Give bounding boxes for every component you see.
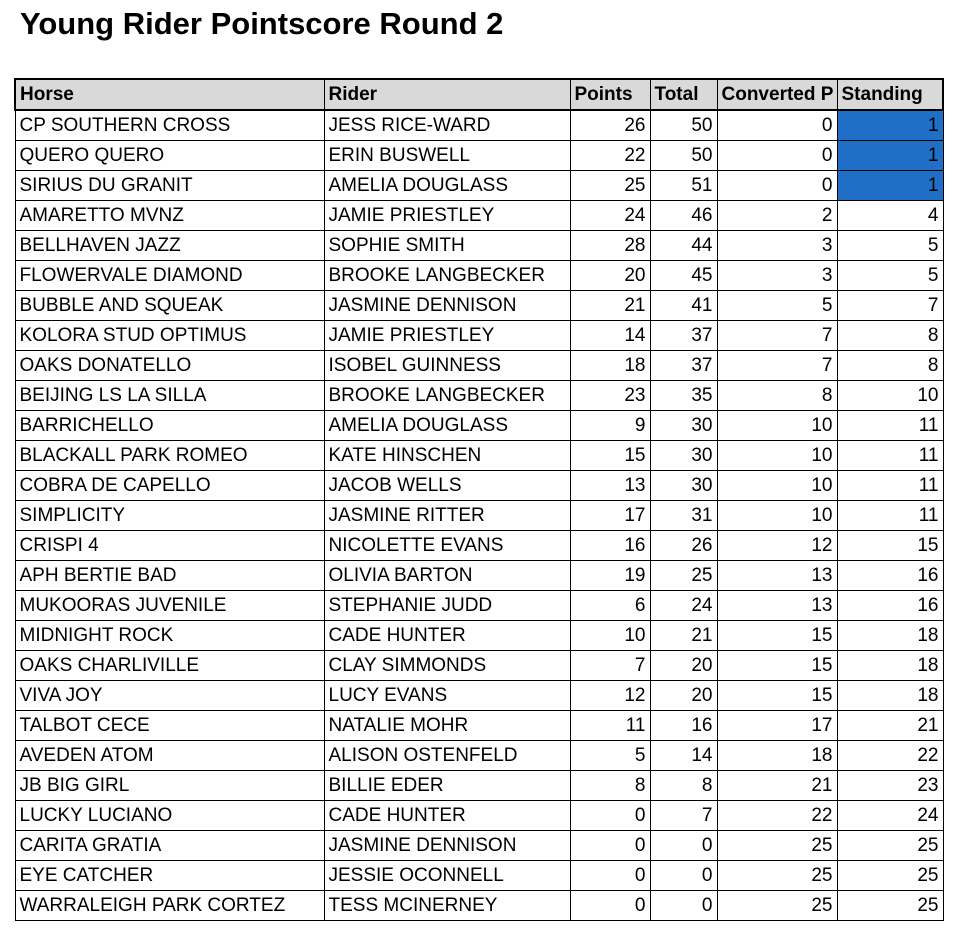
table-row <box>15 531 943 561</box>
horse-cell[interactable]: TALBOT CECE <box>15 711 324 741</box>
table-row <box>15 861 943 891</box>
points-cell[interactable]: 10 <box>570 621 650 651</box>
horse-cell[interactable]: AMARETTO MVNZ <box>15 201 324 231</box>
points-cell[interactable]: 7 <box>570 651 650 681</box>
table-row <box>15 351 943 381</box>
total-cell[interactable]: 14 <box>650 741 717 771</box>
table-row <box>15 141 943 171</box>
converted-cell[interactable]: 12 <box>717 531 837 561</box>
converted-cell[interactable]: 15 <box>717 621 837 651</box>
converted-cell[interactable]: 13 <box>717 591 837 621</box>
total-cell[interactable]: 0 <box>650 861 717 891</box>
standing-cell[interactable]: 25 <box>837 891 943 921</box>
horse-cell[interactable]: APH BERTIE BAD <box>15 561 324 591</box>
converted-cell[interactable]: 10 <box>717 501 837 531</box>
converted-cell[interactable]: 0 <box>717 171 837 201</box>
table-row <box>15 381 943 411</box>
standing-cell[interactable]: 25 <box>837 831 943 861</box>
table-row <box>15 261 943 291</box>
rider-cell[interactable]: JASMINE DENNISON <box>324 831 570 861</box>
table-row <box>15 771 943 801</box>
horse-cell[interactable]: MIDNIGHT ROCK <box>15 621 324 651</box>
points-cell[interactable]: 16 <box>570 531 650 561</box>
rider-cell[interactable]: AMELIA DOUGLASS <box>324 171 570 201</box>
standing-cell[interactable]: 25 <box>837 861 943 891</box>
points-cell[interactable]: 14 <box>570 321 650 351</box>
total-cell[interactable]: 7 <box>650 801 717 831</box>
table-row <box>15 171 943 201</box>
table-row <box>15 891 943 921</box>
horse-cell[interactable]: CARITA GRATIA <box>15 831 324 861</box>
rider-cell[interactable]: ISOBEL GUINNESS <box>324 351 570 381</box>
total-cell[interactable]: 37 <box>650 321 717 351</box>
standing-cell[interactable]: 1 <box>837 171 943 201</box>
horse-cell[interactable]: OAKS CHARLIVILLE <box>15 651 324 681</box>
horse-cell[interactable]: BLACKALL PARK ROMEO <box>15 441 324 471</box>
points-cell[interactable]: 0 <box>570 831 650 861</box>
total-cell[interactable]: 50 <box>650 141 717 171</box>
table-row <box>15 561 943 591</box>
header-row <box>15 79 943 110</box>
converted-cell[interactable]: 2 <box>717 201 837 231</box>
standing-cell[interactable]: 16 <box>837 561 943 591</box>
standing-cell[interactable]: 15 <box>837 531 943 561</box>
horse-cell[interactable]: BUBBLE AND SQUEAK <box>15 291 324 321</box>
table-row <box>15 741 943 771</box>
total-cell[interactable]: 20 <box>650 681 717 711</box>
total-cell[interactable]: 30 <box>650 471 717 501</box>
table-row <box>15 711 943 741</box>
total-cell[interactable]: 46 <box>650 201 717 231</box>
points-cell[interactable]: 21 <box>570 291 650 321</box>
total-cell[interactable]: 8 <box>650 771 717 801</box>
rider-cell[interactable]: AMELIA DOUGLASS <box>324 411 570 441</box>
points-cell[interactable]: 0 <box>570 861 650 891</box>
rider-cell[interactable]: BILLIE EDER <box>324 771 570 801</box>
total-cell[interactable]: 24 <box>650 591 717 621</box>
total-cell[interactable]: 35 <box>650 381 717 411</box>
standing-cell[interactable]: 22 <box>837 741 943 771</box>
table-body <box>15 110 943 921</box>
rider-cell[interactable]: BROOKE LANGBECKER <box>324 261 570 291</box>
horse-cell[interactable]: BEIJING LS LA SILLA <box>15 381 324 411</box>
column-header-horse[interactable]: Horse <box>15 79 324 110</box>
horse-cell[interactable]: BARRICHELLO <box>15 411 324 441</box>
rider-cell[interactable]: STEPHANIE JUDD <box>324 591 570 621</box>
converted-cell[interactable]: 22 <box>717 801 837 831</box>
total-cell[interactable]: 0 <box>650 891 717 921</box>
points-cell[interactable]: 15 <box>570 441 650 471</box>
converted-cell[interactable]: 21 <box>717 771 837 801</box>
total-cell[interactable]: 21 <box>650 621 717 651</box>
points-cell[interactable]: 11 <box>570 711 650 741</box>
rider-cell[interactable]: ERIN BUSWELL <box>324 141 570 171</box>
points-cell[interactable]: 24 <box>570 201 650 231</box>
total-cell[interactable]: 26 <box>650 531 717 561</box>
points-cell[interactable]: 26 <box>570 110 650 141</box>
rider-cell[interactable]: JACOB WELLS <box>324 471 570 501</box>
converted-cell[interactable]: 25 <box>717 891 837 921</box>
table-row <box>15 501 943 531</box>
points-cell[interactable]: 23 <box>570 381 650 411</box>
rider-cell[interactable]: LUCY EVANS <box>324 681 570 711</box>
points-cell[interactable]: 25 <box>570 171 650 201</box>
horse-cell[interactable]: FLOWERVALE DIAMOND <box>15 261 324 291</box>
converted-cell[interactable]: 15 <box>717 681 837 711</box>
standing-cell[interactable]: 11 <box>837 411 943 441</box>
column-header-total[interactable]: Total <box>650 79 717 110</box>
table-row <box>15 651 943 681</box>
total-cell[interactable]: 30 <box>650 411 717 441</box>
points-cell[interactable]: 0 <box>570 801 650 831</box>
standing-cell[interactable]: 8 <box>837 351 943 381</box>
converted-cell[interactable]: 5 <box>717 291 837 321</box>
horse-cell[interactable]: WARRALEIGH PARK CORTEZ <box>15 891 324 921</box>
horse-cell[interactable]: MUKOORAS JUVENILE <box>15 591 324 621</box>
total-cell[interactable]: 30 <box>650 441 717 471</box>
converted-cell[interactable]: 18 <box>717 741 837 771</box>
rider-cell[interactable]: KATE HINSCHEN <box>324 441 570 471</box>
points-cell[interactable]: 20 <box>570 261 650 291</box>
points-cell[interactable]: 19 <box>570 561 650 591</box>
points-cell[interactable]: 5 <box>570 741 650 771</box>
horse-cell[interactable]: SIRIUS DU GRANIT <box>15 171 324 201</box>
horse-cell[interactable]: AVEDEN ATOM <box>15 741 324 771</box>
converted-cell[interactable]: 13 <box>717 561 837 591</box>
table-row <box>15 291 943 321</box>
standing-cell[interactable]: 1 <box>837 141 943 171</box>
rider-cell[interactable]: JASMINE RITTER <box>324 501 570 531</box>
column-header-converted[interactable]: Converted P <box>717 79 837 110</box>
total-cell[interactable]: 25 <box>650 561 717 591</box>
converted-cell[interactable]: 3 <box>717 231 837 261</box>
table-row <box>15 471 943 501</box>
rider-cell[interactable]: SOPHIE SMITH <box>324 231 570 261</box>
converted-cell[interactable]: 25 <box>717 831 837 861</box>
rider-cell[interactable]: BROOKE LANGBECKER <box>324 381 570 411</box>
converted-cell[interactable]: 10 <box>717 411 837 441</box>
standing-cell[interactable]: 11 <box>837 441 943 471</box>
converted-cell[interactable]: 10 <box>717 471 837 501</box>
rider-cell[interactable]: JAMIE PRIESTLEY <box>324 321 570 351</box>
standing-cell[interactable]: 23 <box>837 771 943 801</box>
table-row <box>15 411 943 441</box>
standing-cell[interactable]: 18 <box>837 681 943 711</box>
horse-cell[interactable]: KOLORA STUD OPTIMUS <box>15 321 324 351</box>
page-title: Young Rider Pointscore Round 2 <box>20 6 504 41</box>
horse-cell[interactable]: CP SOUTHERN CROSS <box>15 110 324 141</box>
total-cell[interactable]: 20 <box>650 651 717 681</box>
standing-cell[interactable]: 1 <box>837 110 943 141</box>
points-cell[interactable]: 0 <box>570 891 650 921</box>
rider-cell[interactable]: ALISON OSTENFELD <box>324 741 570 771</box>
horse-cell[interactable]: BELLHAVEN JAZZ <box>15 231 324 261</box>
table-row <box>15 231 943 261</box>
standing-cell[interactable]: 7 <box>837 291 943 321</box>
column-header-rider[interactable]: Rider <box>324 79 570 110</box>
points-cell[interactable]: 18 <box>570 351 650 381</box>
points-cell[interactable]: 9 <box>570 411 650 441</box>
total-cell[interactable]: 45 <box>650 261 717 291</box>
horse-cell[interactable]: JB BIG GIRL <box>15 771 324 801</box>
total-cell[interactable]: 31 <box>650 501 717 531</box>
table-row <box>15 201 943 231</box>
horse-cell[interactable]: COBRA DE CAPELLO <box>15 471 324 501</box>
horse-cell[interactable]: LUCKY LUCIANO <box>15 801 324 831</box>
pointscore-table <box>14 78 944 921</box>
table-row <box>15 681 943 711</box>
standing-cell[interactable]: 24 <box>837 801 943 831</box>
converted-cell[interactable]: 8 <box>717 381 837 411</box>
total-cell[interactable]: 41 <box>650 291 717 321</box>
points-cell[interactable]: 12 <box>570 681 650 711</box>
table-row <box>15 110 943 141</box>
table-row <box>15 591 943 621</box>
rider-cell[interactable]: NATALIE MOHR <box>324 711 570 741</box>
table-row <box>15 831 943 861</box>
converted-cell[interactable]: 7 <box>717 321 837 351</box>
horse-cell[interactable]: EYE CATCHER <box>15 861 324 891</box>
points-cell[interactable]: 6 <box>570 591 650 621</box>
horse-cell[interactable]: SIMPLICITY <box>15 501 324 531</box>
standing-cell[interactable]: 16 <box>837 591 943 621</box>
points-cell[interactable]: 13 <box>570 471 650 501</box>
converted-cell[interactable]: 0 <box>717 141 837 171</box>
standing-cell[interactable]: 11 <box>837 471 943 501</box>
horse-cell[interactable]: VIVA JOY <box>15 681 324 711</box>
total-cell[interactable]: 50 <box>650 110 717 141</box>
total-cell[interactable]: 37 <box>650 351 717 381</box>
standing-cell[interactable]: 11 <box>837 501 943 531</box>
total-cell[interactable]: 16 <box>650 711 717 741</box>
rider-cell[interactable]: JAMIE PRIESTLEY <box>324 201 570 231</box>
horse-cell[interactable]: QUERO QUERO <box>15 141 324 171</box>
table-row <box>15 321 943 351</box>
converted-cell[interactable]: 7 <box>717 351 837 381</box>
standing-cell[interactable]: 21 <box>837 711 943 741</box>
table-row <box>15 801 943 831</box>
column-header-standing[interactable]: Standing <box>837 79 943 110</box>
standing-cell[interactable]: 8 <box>837 321 943 351</box>
standing-cell[interactable]: 5 <box>837 231 943 261</box>
horse-cell[interactable]: OAKS DONATELLO <box>15 351 324 381</box>
rider-cell[interactable]: NICOLETTE EVANS <box>324 531 570 561</box>
converted-cell[interactable]: 17 <box>717 711 837 741</box>
converted-cell[interactable]: 15 <box>717 651 837 681</box>
standing-cell[interactable]: 10 <box>837 381 943 411</box>
converted-cell[interactable]: 3 <box>717 261 837 291</box>
total-cell[interactable]: 51 <box>650 171 717 201</box>
converted-cell[interactable]: 10 <box>717 441 837 471</box>
rider-cell[interactable]: CLAY SIMMONDS <box>324 651 570 681</box>
converted-cell[interactable]: 25 <box>717 861 837 891</box>
converted-cell[interactable]: 0 <box>717 110 837 141</box>
rider-cell[interactable]: JASMINE DENNISON <box>324 291 570 321</box>
table-row <box>15 441 943 471</box>
points-cell[interactable]: 17 <box>570 501 650 531</box>
rider-cell[interactable]: JESS RICE-WARD <box>324 110 570 141</box>
rider-cell[interactable]: TESS MCINERNEY <box>324 891 570 921</box>
standing-cell[interactable]: 18 <box>837 621 943 651</box>
points-cell[interactable]: 22 <box>570 141 650 171</box>
total-cell[interactable]: 0 <box>650 831 717 861</box>
rider-cell[interactable]: OLIVIA BARTON <box>324 561 570 591</box>
rider-cell[interactable]: JESSIE OCONNELL <box>324 861 570 891</box>
standing-cell[interactable]: 18 <box>837 651 943 681</box>
points-cell[interactable]: 8 <box>570 771 650 801</box>
rider-cell[interactable]: CADE HUNTER <box>324 801 570 831</box>
horse-cell[interactable]: CRISPI 4 <box>15 531 324 561</box>
table-row <box>15 621 943 651</box>
standing-cell[interactable]: 5 <box>837 261 943 291</box>
rider-cell[interactable]: CADE HUNTER <box>324 621 570 651</box>
points-cell[interactable]: 28 <box>570 231 650 261</box>
total-cell[interactable]: 44 <box>650 231 717 261</box>
column-header-points[interactable]: Points <box>570 79 650 110</box>
standing-cell[interactable]: 4 <box>837 201 943 231</box>
